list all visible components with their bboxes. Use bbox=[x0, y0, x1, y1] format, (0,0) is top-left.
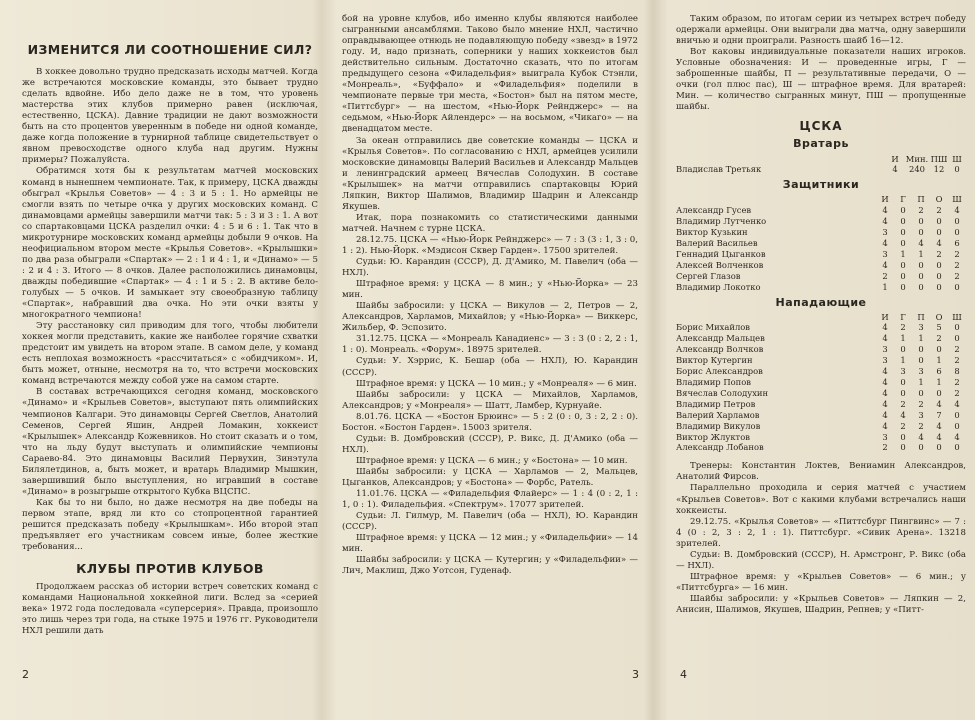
stat-cell: 4 bbox=[882, 333, 888, 344]
paragraph: Штрафное время: у ЦСКА — 12 мин.; у «Филадельфии» — 14 мин. bbox=[342, 533, 638, 555]
player-name: Александр Лобанов bbox=[676, 442, 764, 453]
table-row bbox=[676, 282, 966, 293]
stat-cell: 0 bbox=[918, 281, 924, 292]
stat-cell: 1 bbox=[900, 248, 906, 259]
paragraph: Штрафное время: у «Крыльев Советов» — 6 мин.; у «Питтсбурга» — 16 мин. bbox=[676, 571, 966, 593]
table-row bbox=[676, 388, 966, 399]
stat-cell: 2 bbox=[900, 322, 906, 333]
stat-cell: 2 bbox=[954, 344, 960, 355]
table-row bbox=[676, 432, 966, 443]
stat-cell: 4 bbox=[936, 398, 942, 409]
stat-cell: 0 bbox=[918, 387, 924, 398]
player-name: Сергей Глазов bbox=[676, 270, 741, 281]
stat-cell: 0 bbox=[918, 259, 924, 270]
stat-cell: 4 bbox=[936, 420, 942, 431]
header-cell bbox=[676, 154, 886, 165]
stat-cell: 0 bbox=[954, 164, 960, 175]
stat-cell: 4 bbox=[882, 205, 888, 216]
defense-heading: Защитники bbox=[782, 178, 860, 192]
stat-cell: 0 bbox=[918, 270, 924, 281]
paragraph: Шайбы забросили: у ЦСКА — Михайлов, Харламов, Александров; у «Монреаля» — Шатт, Ламбер, Курнуайе. bbox=[342, 389, 638, 411]
stat-cell: 0 bbox=[918, 355, 924, 366]
stat-cell: 4 bbox=[936, 238, 942, 248]
stat-cell: 6 bbox=[936, 366, 942, 377]
table-header-row bbox=[676, 194, 966, 205]
table-row bbox=[676, 442, 966, 453]
table-row bbox=[676, 344, 966, 355]
table-row bbox=[676, 399, 966, 410]
table-row bbox=[676, 421, 966, 432]
player-name: Владислав Третьяк bbox=[676, 164, 762, 175]
header-cell: П bbox=[917, 194, 925, 205]
paragraph: Шайбы забросили: у «Крыльев Советов» — Ляпкин — 2, Анисин, Шалимов, Якушев, Шадрин, Репнев; у «Питт- bbox=[676, 593, 966, 615]
table-row bbox=[676, 164, 966, 175]
stat-cell: 4 bbox=[954, 205, 960, 216]
header-cell: Мин. bbox=[905, 153, 929, 164]
stat-cell: 1 bbox=[918, 248, 924, 259]
paragraph: Таким образом, по итогам серии из четырех встреч победу одержали армейцы. Они выиграли два матча, одну завершили вничью и одни проиграли. Разность шайб 16—12. bbox=[676, 14, 966, 47]
stat-cell: 0 bbox=[936, 270, 942, 281]
stat-cell: 4 bbox=[882, 322, 888, 333]
stat-cell: 4 bbox=[936, 431, 942, 442]
stat-cell: 4 bbox=[882, 387, 888, 398]
player-name: Валерий Харламов bbox=[676, 409, 760, 420]
section-heading: ИЗМЕНИТСЯ ЛИ СООТНОШЕНИЕ СИЛ? bbox=[27, 42, 313, 57]
player-name: Валерий Васильев bbox=[676, 238, 758, 248]
stat-cell: 4 bbox=[882, 420, 888, 431]
paragraph: Штрафное время: у ЦСКА — 10 мин.; у «Монреаля» — 6 мин. bbox=[356, 378, 637, 389]
player-name: Виктор Жлуктов bbox=[676, 431, 750, 442]
page-3-column bbox=[342, 14, 638, 577]
header-cell: О bbox=[935, 311, 943, 322]
stat-cell: 2 bbox=[954, 355, 960, 366]
stat-cell: 12 bbox=[933, 164, 945, 175]
stat-cell: 4 bbox=[882, 409, 888, 420]
stat-cell: 0 bbox=[918, 227, 924, 238]
stat-cell: 3 bbox=[882, 355, 888, 366]
table-row bbox=[676, 260, 966, 271]
stat-cell: 4 bbox=[954, 431, 960, 442]
paragraph: За океан отправились две советские команды — ЦСКА и «Крылья Советов». По согласованию с НХЛ, армейцев усилили московские динамовцы Валерий Васильев и Александр Мальцев и ленинградский армеец Вячеслав Солодухин. В составе «Крылышек» на матчи отправились спартаковцы Юрий Ляпкин, Виктор Шалимов, Владимир Шадрин и Александр Якушев. bbox=[342, 135, 638, 212]
paragraph: Продолжаем рассказ об истории встреч советских команд с командами Национальной хоккейной лиги. Вслед за «серией века» 1972 года последовала «суперсерия». Правда, произошло это лишь через три года, на стыке 1975 и 1976 гг. Руководители НХЛ решили дать bbox=[22, 582, 318, 637]
goalies-heading: Вратарь bbox=[793, 137, 849, 151]
player-name: Геннадий Цыганков bbox=[676, 248, 766, 259]
stat-cell: 4 bbox=[892, 164, 898, 175]
table-row bbox=[676, 355, 966, 366]
stat-cell: 2 bbox=[900, 398, 906, 409]
stat-cell: 2 bbox=[954, 387, 960, 398]
table-row bbox=[676, 410, 966, 421]
page-number: 3 bbox=[632, 668, 639, 681]
paragraph: В хоккее довольно трудно предсказать исходы матчей. Когда же встречаются московские команды, это бывает трудно сделать вдвойне. Ибо дело даже не в том, что уровень мастерства этих клубов примерно равен (исключая, естественно, ЦСКА). Давние традиции не дают возможности быть на сто процентов уверенным в победе ни одной команде, даже когда положение в турнирной таблице свидетельствует о явном превосходстве одного клуба над другим. Нужны примеры? Пожалуйста. bbox=[22, 67, 318, 166]
paragraph: 31.12.75. ЦСКА — «Монреаль Канадиенс» — 3 : 3 (0 : 2, 2 : 1, 1 : 0). Монреаль. «Форум». 18975 зрителей. bbox=[342, 334, 638, 356]
header-cell: П bbox=[917, 311, 925, 322]
table-row bbox=[676, 227, 966, 238]
player-name: Владимир Викулов bbox=[676, 420, 761, 431]
stat-cell: 0 bbox=[900, 216, 906, 227]
stat-cell: 2 bbox=[936, 333, 942, 344]
stat-cell: 0 bbox=[936, 216, 942, 227]
stat-cell: 0 bbox=[900, 205, 906, 216]
table-row bbox=[676, 271, 966, 282]
stat-cell: 2 bbox=[900, 420, 906, 431]
stat-cell: 1 bbox=[900, 333, 906, 344]
stat-cell: 2 bbox=[936, 205, 942, 216]
stat-cell: 6 bbox=[954, 238, 960, 248]
stat-cell: 4 bbox=[882, 259, 888, 270]
paragraph: Параллельно проходила и серия матчей с участием «Крыльев Советов». Вот с какими клубами встречались наши хоккеисты. bbox=[676, 483, 966, 516]
header-cell: И bbox=[891, 153, 899, 164]
player-name: Владимир Локотко bbox=[676, 281, 761, 292]
player-name: Владимир Лутченко bbox=[676, 216, 767, 227]
stat-cell: 5 bbox=[936, 322, 942, 333]
player-name: Виктор Кузькин bbox=[676, 227, 748, 238]
stat-cell: 0 bbox=[954, 333, 960, 344]
header-cell: Ш bbox=[952, 311, 962, 322]
header-cell: И bbox=[881, 311, 889, 322]
header-cell bbox=[676, 312, 876, 323]
player-name: Александр Волчков bbox=[676, 344, 764, 355]
table-row bbox=[676, 377, 966, 388]
paragraph: 29.12.75. «Крылья Советов» — «Питтсбург Пингвинс» — 7 : 4 (0 : 2, 3 : 2, 1 : 1). Питтсбург. «Сивик Арена». 13218 зрителей. bbox=[676, 516, 966, 549]
forwards-heading: Нападающие bbox=[775, 295, 867, 309]
stat-cell: 4 bbox=[882, 366, 888, 377]
table-row bbox=[676, 205, 966, 216]
player-name: Владимир Петров bbox=[676, 398, 756, 409]
player-name: Александр Мальцев bbox=[676, 333, 765, 344]
table-row bbox=[676, 238, 966, 249]
stat-cell: 0 bbox=[900, 431, 906, 442]
header-cell: Г bbox=[900, 311, 906, 322]
stat-cell: 0 bbox=[954, 227, 960, 238]
header-cell: Ш bbox=[952, 153, 962, 164]
player-name: Виктор Кутергин bbox=[676, 355, 753, 366]
stat-cell: 0 bbox=[900, 227, 906, 238]
stat-cell: 0 bbox=[936, 442, 942, 453]
header-cell: ПШ bbox=[930, 153, 948, 164]
stat-cell: 0 bbox=[936, 344, 942, 355]
stat-cell: 1 bbox=[882, 281, 888, 292]
paragraph: Обратимся хотя бы к результатам матчей московских команд в нынешнем чемпионате. Так, к примеру, ЦСКА дважды обыграл «Крылья Советов» — 4 : 3 и 5 : 1. Но армейцы не смогли взять по четыре очка у других московских команд. С динамовцами армейцы завершили матчи так: 5 : 3 и 3 : 1. А вот со спартаковцами ЦСКА разделил очки: 4 : 5 и 6 : 1. Так что в микротурнире московских команд армейцы добыли 9 очков. На неофициальном втором месте «Крылья Советов». «Крылышки» по два раза обыграли «Спартак» — 2 : 1 и 4 : 1, и «Динамо» — 5 : 2 и 4 : 3. Итого — 8 очков. Далее расположились динамовцы, дважды победившие «Спартак» — 4 : 1 и 5 : 2. В активе бело-голубых — 5 очков. И замыкает эту своеобразную таблицу «Спартак», набравший два очка. Но эти очки взяты у многократного чемпиона! bbox=[22, 166, 318, 321]
table-row bbox=[676, 216, 966, 227]
stat-cell: 4 bbox=[918, 238, 924, 248]
stat-cell: 0 bbox=[936, 387, 942, 398]
stat-cell: 4 bbox=[882, 216, 888, 227]
paragraph: 8.01.76. ЦСКА — «Бостон Брюинс» — 5 : 2 (0 : 0, 3 : 2, 2 : 0). Бостон. «Бостон Гарден». 15003 зрителя. bbox=[342, 411, 638, 433]
team-heading: ЦСКА bbox=[799, 119, 843, 134]
stat-cell: 0 bbox=[954, 409, 960, 420]
paragraph: Судьи: В. Домбровский (СССР), Н. Армстронг, Р. Викс (оба — НХЛ). bbox=[676, 549, 966, 571]
stat-cell: 0 bbox=[900, 377, 906, 388]
stat-cell: 0 bbox=[936, 227, 942, 238]
stat-cell: 0 bbox=[918, 344, 924, 355]
stat-cell: 1 bbox=[918, 333, 924, 344]
page-number: 2 bbox=[22, 668, 29, 681]
paragraph: бой на уровне клубов, ибо именно клубы являются наиболее сыгранными ансамблями. Таково было мнение НХЛ, частично оправдывающее отнюдь не подавляющую победу «звезд» в 1972 году. И, надо признать, соперники у наших хоккеистов был действительно сильным. Достаточно сказать, что по итогам предыдущего сезона «Филадельфия» выиграла Кубок Стэнли, «Монреаль», «Буффало» и «Филадельфия» поделили в чемпионате первые три места, «Бостон» был на пятом месте, «Питтсбург» — на шестом, «Нью-Йорк Рейнджерс» — на седьмом, «Нью-Йорк Айлендерс» — на восьмом, «Чикаго» — на двенадцатом месте. bbox=[342, 14, 638, 135]
stat-cell: 0 bbox=[954, 281, 960, 292]
paragraph: Итак, пора познакомить со статистическими данными матчей. Начнем с турне ЦСКА. bbox=[342, 212, 638, 234]
stat-cell: 4 bbox=[882, 377, 888, 388]
stat-cell: 2 bbox=[918, 398, 924, 409]
paragraph: Судьи: У. Хэррис, К. Бешар (оба — НХЛ), Ю. Карандин (СССР). bbox=[342, 356, 638, 378]
paragraph: Судьи: В. Домбровский (СССР), Р. Викс, Д. Д'Амико (оба — НХЛ). bbox=[342, 433, 638, 455]
stat-cell: 3 bbox=[882, 248, 888, 259]
table-row bbox=[676, 249, 966, 260]
paragraph: В составах встречающихся сегодня команд, московского «Динамо» и «Крыльев Советов», выступают пять олимпийских чемпионов Калгари. Это динамовцы Сергей Светлов, Анатолий Семенов, Сергей Яшин, Андрей Ломакин, хоккеист «Крылышек» Александр Кожевников. Но стоит сказать и о том, что на льду будут выступать и олимпийские чемпионы Сараево-84. Это динамовцы Василий Первухин, Зинэтула Билялетдинов, а, быть может, и вратарь Владимир Мышкин, завершивший было выступления, но игравший в составе «Динамо» в розыгрыше открытого Кубка ВЦСПС. bbox=[22, 387, 318, 497]
stat-cell: 1 bbox=[936, 355, 942, 366]
table-row bbox=[676, 366, 966, 377]
stat-cell: 0 bbox=[954, 442, 960, 453]
stat-cell: 240 bbox=[909, 164, 925, 175]
paragraph: 11.01.76. ЦСКА — «Филадельфия Флайерс» — 1 : 4 (0 : 2, 1 : 1, 0 : 1). Филадельфия. «Спектрум». 17077 зрителей. bbox=[342, 489, 638, 511]
paragraph: Шайбы забросили: у ЦСКА — Кутергин; у «Филадельфии» — Лич, Маклиш, Джо Уотсон, Гуденаф. bbox=[342, 555, 638, 577]
paragraph: Шайбы забросили: у ЦСКА — Харламов — 2, Мальцев, Цыганков, Александров; у «Бостона» — Форбс, Ратель. bbox=[342, 466, 638, 488]
defense-table bbox=[676, 194, 966, 292]
header-cell: Г bbox=[900, 194, 906, 205]
header-cell bbox=[676, 194, 876, 205]
stat-cell: 2 bbox=[882, 270, 888, 281]
stat-cell: 2 bbox=[918, 420, 924, 431]
stat-cell: 3 bbox=[918, 409, 924, 420]
table-row bbox=[676, 333, 966, 344]
stat-cell: 2 bbox=[918, 205, 924, 216]
stat-cell: 0 bbox=[936, 259, 942, 270]
stat-cell: 2 bbox=[936, 248, 942, 259]
table-header-row bbox=[676, 312, 966, 323]
stat-cell: 4 bbox=[882, 398, 888, 409]
paragraph: Вот каковы индивидуальные показатели наших игроков. Условные обозначения: И — проведенные игры, Г — заброшенные шайбы, П — результативные передачи, О — очки (гол плюс пас), Ш — штрафное время. Для вратарей: Мин. — количество сыгранных минут, ПШ — пропущенные шайбы. bbox=[676, 47, 966, 113]
paragraph: Судьи: Ю. Карандин (СССР), Д. Д'Амико, М. Павелич (оба — НХЛ). bbox=[342, 257, 638, 279]
paragraph: Судьи: Л. Гилмур, М. Павелич (оба — НХЛ), Ю. Карандин (СССР). bbox=[342, 511, 638, 533]
paragraph: 28.12.75. ЦСКА — «Нью-Йорк Рейнджерс» — 7 : 3 (3 : 1, 3 : 0, 1 : 2). Нью-Йорк. «Мэдисон Сквер Гарден». 17500 зрителей. bbox=[342, 234, 638, 256]
paragraph: Как бы то ни было, но даже несмотря на две победы на первом этапе, вряд ли кто со стопроцентной гарантией решится предсказать победу «Крылышкам». Ибо второй этап предъявляет его участникам совсем иные, более жесткие требования... bbox=[22, 497, 318, 553]
stat-cell: 4 bbox=[900, 409, 906, 420]
stat-cell: 2 bbox=[954, 248, 960, 259]
stat-cell: 0 bbox=[900, 238, 906, 248]
player-name: Борис Александров bbox=[676, 366, 763, 377]
stat-cell: 0 bbox=[954, 322, 960, 333]
stat-cell: 4 bbox=[954, 398, 960, 409]
stat-cell: 0 bbox=[900, 344, 906, 355]
stat-cell: 2 bbox=[954, 259, 960, 270]
page-number: 4 bbox=[680, 668, 687, 681]
stat-cell: 0 bbox=[900, 442, 906, 453]
stat-cell: 0 bbox=[954, 420, 960, 431]
paragraph: Штрафное время: у ЦСКА — 6 мин.; у «Бостона» — 10 мин. bbox=[356, 455, 628, 466]
goalies-table bbox=[676, 154, 966, 176]
player-name: Вячеслав Солодухин bbox=[676, 387, 769, 398]
stat-cell: 0 bbox=[918, 442, 924, 453]
page-2-column bbox=[22, 14, 318, 637]
stat-cell: 8 bbox=[954, 366, 960, 377]
player-name: Владимир Попов bbox=[676, 377, 752, 388]
stat-cell: 0 bbox=[900, 259, 906, 270]
table-header-row bbox=[676, 154, 966, 165]
stat-cell: 1 bbox=[900, 355, 906, 366]
stat-cell: 3 bbox=[882, 344, 888, 355]
section-heading: КЛУБЫ ПРОТИВ КЛУБОВ bbox=[76, 561, 264, 577]
stat-cell: 3 bbox=[882, 227, 888, 238]
stat-cell: 3 bbox=[918, 322, 924, 333]
page-4-column bbox=[676, 14, 966, 616]
stat-cell: 3 bbox=[918, 366, 924, 377]
paragraph: Тренеры: Константин Локтев, Вениамин Александров, Анатолий Фирсов. bbox=[676, 461, 966, 483]
stat-cell: 1 bbox=[918, 377, 924, 388]
stat-cell: 3 bbox=[900, 366, 906, 377]
table-row bbox=[676, 322, 966, 333]
header-cell: И bbox=[881, 194, 889, 205]
stat-cell: 7 bbox=[936, 409, 942, 420]
header-cell: О bbox=[935, 194, 943, 205]
player-name: Борис Михайлов bbox=[676, 322, 751, 333]
player-name: Александр Гусев bbox=[676, 205, 752, 216]
stat-cell: 2 bbox=[882, 442, 888, 453]
forwards-table bbox=[676, 312, 966, 454]
stat-cell: 0 bbox=[900, 387, 906, 398]
stat-cell: 0 bbox=[936, 281, 942, 292]
stat-cell: 0 bbox=[900, 270, 906, 281]
stat-cell: 0 bbox=[918, 216, 924, 227]
stat-cell: 0 bbox=[954, 216, 960, 227]
paragraph: Штрафное время: у ЦСКА — 8 мин.; у «Нью-Йорка» — 23 мин. bbox=[342, 279, 638, 301]
stat-cell: 1 bbox=[936, 377, 942, 388]
stat-cell: 0 bbox=[900, 281, 906, 292]
stat-cell: 3 bbox=[882, 431, 888, 442]
stat-cell: 2 bbox=[954, 270, 960, 281]
paragraph: Шайбы забросили: у ЦСКА — Викулов — 2, Петров — 2, Александров, Харламов, Михайлов; у «Нью-Йорка» — Виккерс, Жильбер, Ф. Эспозито. bbox=[342, 301, 638, 334]
player-name: Алексей Волченков bbox=[676, 259, 764, 270]
header-cell: Ш bbox=[952, 194, 962, 205]
paragraph: Эту расстановку сил приводим для того, чтобы любители хоккея могли представить, какие же наиболее горячие схватки предстоит им увидеть на втором этапе. В самом деле, у команд есть неплохая возможность «рассчитаться» с «обидчиком». И, быть может, отныне, несмотря на то, что встречи московских команд встречаются между собой уже на самом старте. bbox=[22, 321, 318, 387]
stat-cell: 4 bbox=[918, 431, 924, 442]
stat-cell: 4 bbox=[882, 238, 888, 248]
stat-cell: 2 bbox=[954, 377, 960, 388]
